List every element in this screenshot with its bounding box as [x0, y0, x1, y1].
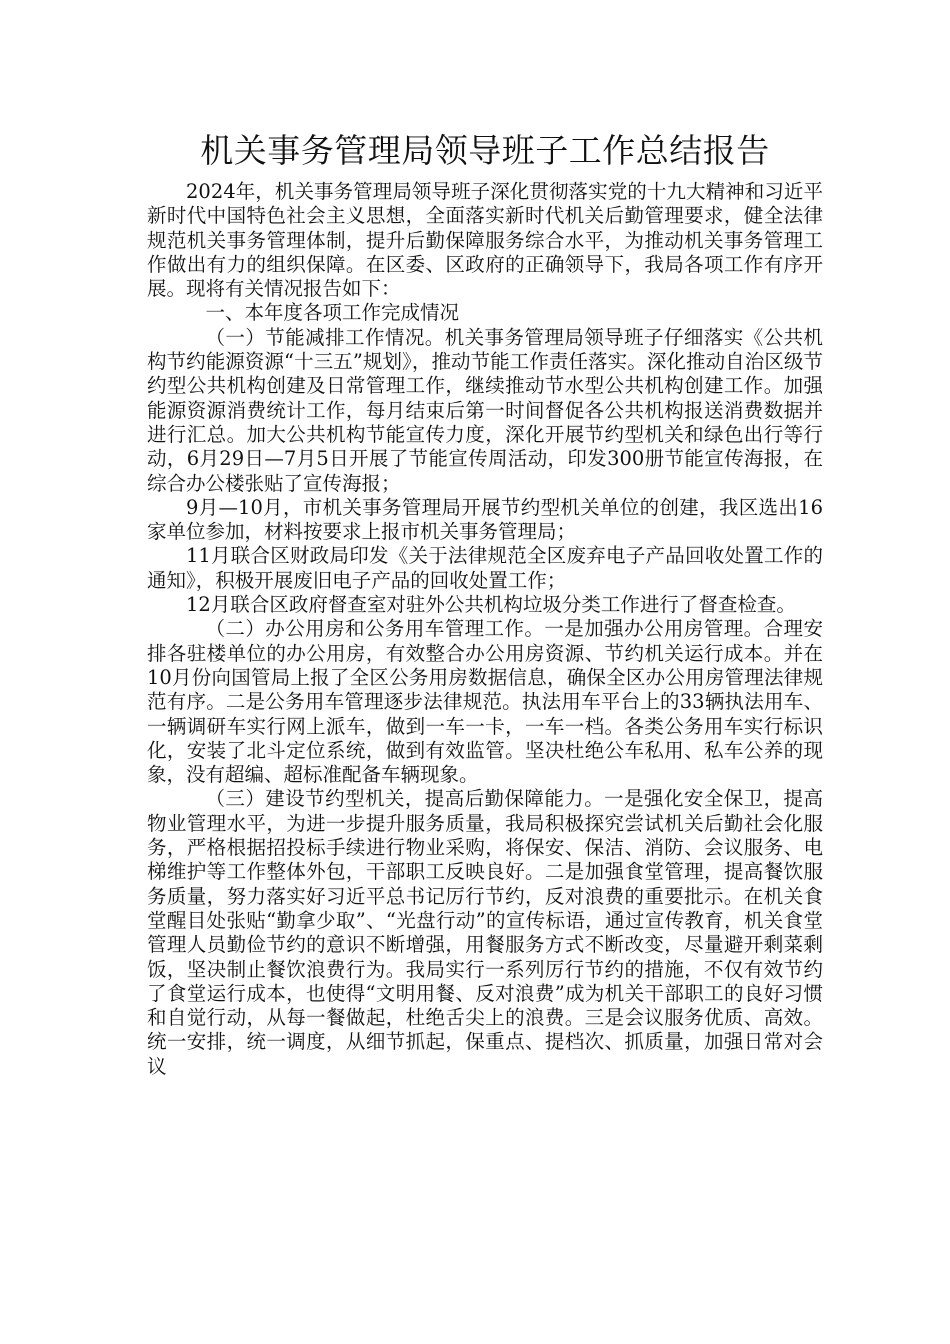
paragraph-logistics: （三）建设节约型机关，提高后勤保障能力。一是强化安全保卫，提高物业管理水平，为进一步提升服务质量，我局积极探究尝试机关后勤社会化服务，严格根据招投标手续进行物业采购，将保安、保洁、消防、会议服务、电梯维护等工作整体外包，干部职工反映良好。二是加强食堂管理，提高餐饮服务质量，努力落实好习近平总书记厉行节约，反对浪费的重要批示。在机关食堂醒目处张贴“勤拿少取”、“光盘行动”的宣传标语，通过宣传教育，机关食堂管理人员勤俭节约的意识不断增强，用餐服务方式不断改变，尽量避开剩菜剩饭，坚决制止餐饮浪费行为。我局实行一系列厉行节约的措施，不仅有效节约了食堂运行成本，也使得“文明用餐、反对浪费”成为机关干部职工的良好习惯和自觉行动，从每一餐做起，杜绝舌尖上的浪费。三是会议服务优质、高效。统一安排，统一调度，从细节抓起，保重点、提档次、抓质量，加强日常对会议 — [147, 787, 823, 1078]
paragraph-november: 11月联合区财政局印发《关于法律规范全区废弃电子产品回收处置工作的通知》，积极开展废旧电子产品的回收处置工作； — [147, 544, 823, 592]
document-title: 机关事务管理局领导班子工作总结报告 — [200, 131, 770, 170]
paragraph-energy-saving: （一）节能减排工作情况。机关事务管理局领导班子仔细落实《公共机构节约能源资源“十三五”规划》，推动节能工作责任落实。深化推动自治区级节约型公共机构创建及日常管理工作，继续推动节水型公共机构创建工作。加强能源资源消费统计工作，每月结束后第一时间督促各公共机构报送消费数据并进行汇总。加大公共机构节能宣传力度，深化开展节约型机关和绿色出行等行动，6月29日—7月5日开展了节能宣传周活动，印发300册节能宣传海报，在综合办公楼张贴了宣传海报； — [147, 325, 823, 495]
section-heading: 一、本年度各项工作完成情况 — [205, 301, 460, 325]
paragraph-september: 9月—10月，市机关事务管理局开展节约型机关单位的创建，我区选出16家单位参加，材料按要求上报市机关事务管理局； — [147, 495, 823, 544]
document-page — [147, 128, 823, 1079]
intro-paragraph: 2024年，机关事务管理局领导班子深化贯彻落实党的十九大精神和习近平新时代中国特色社会主义思想，全面落实新时代机关后勤管理要求，健全法律规范机关事务管理体制，提升后勤保障服务综合水平，为推动机关事务管理工作做出有力的组织保障。在区委、区政府的正确领导下，我局各项工作有序开展。现将有关情况报告如下： — [147, 180, 823, 301]
paragraph-office-vehicles: （二）办公用房和公务用车管理工作。一是加强办公用房管理。合理安排各驻楼单位的办公用房，有效整合办公用房资源、节约机关运行成本。并在10月份向国管局上报了全区公务用房数据信息，确保全区办公用房管理法律规范有序。二是公务用车管理逐步法律规范。执法用车平台上的33辆执法用车、一辆调研车实行网上派车，做到一车一卡，一车一档。各类公务用车实行标识化，安装了北斗定位系统，做到有效监管。坚决杜绝公车私用、私车公养的现象，没有超编、超标准配备车辆现象。 — [147, 617, 823, 787]
paragraph-december: 12月联合区政府督查室对驻外公共机构垃圾分类工作进行了督查检查。 — [186, 593, 796, 617]
